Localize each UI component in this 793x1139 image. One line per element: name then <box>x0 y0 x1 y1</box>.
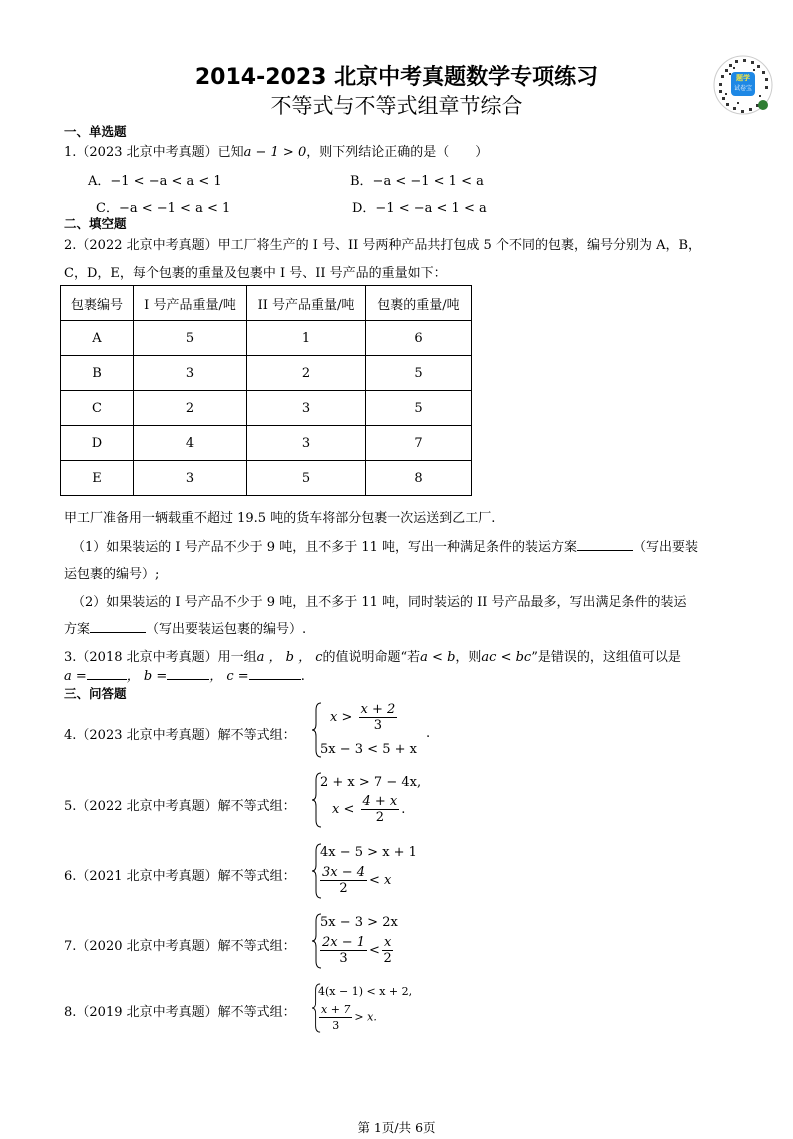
q6-ineq-1: 4x − 5 > x + 1 <box>320 845 417 860</box>
fraction-numerator: 4 + x <box>362 794 398 809</box>
fraction <box>382 935 393 966</box>
fraction <box>319 1002 352 1033</box>
table-row <box>61 391 472 426</box>
q3-c-label: ， c = <box>209 669 249 684</box>
table-cell: 4 <box>134 426 247 461</box>
table-cell: 5 <box>366 391 472 426</box>
q1-stem-text: 1.（2023 北京中考真题）已知 <box>64 145 244 160</box>
table-cell: 3 <box>134 356 247 391</box>
table-cell: 3 <box>247 426 366 461</box>
q5-end: . <box>401 802 406 817</box>
table-row <box>61 461 472 496</box>
q1-option-b[interactable]: B．−a < −1 < 1 < a <box>350 174 484 189</box>
fraction-numerator: x + 7 <box>321 1003 351 1016</box>
q1-option-d[interactable]: D．−1 < −a < 1 < a <box>352 201 487 216</box>
table-cell: 5 <box>247 461 366 496</box>
table-cell: D <box>61 426 134 461</box>
q3-a-label: a = <box>64 669 87 684</box>
q2-part2-line2 <box>64 618 306 637</box>
table-row <box>61 356 472 391</box>
q5-ineq-1: 2 + x > 7 − 4x, <box>320 775 422 790</box>
fraction-denominator: 3 <box>339 951 348 966</box>
table-row <box>61 426 472 461</box>
q3-prop1: a < b <box>420 650 456 665</box>
q5-ineq-2 <box>332 794 405 825</box>
question-3-stem <box>64 646 681 665</box>
q5-system <box>312 772 432 830</box>
table-cell: 2 <box>247 356 366 391</box>
q2-part2-text-end: （写出要装运包裹的编号）. <box>146 622 307 637</box>
table-header: II 号产品重量/吨 <box>247 286 366 321</box>
q3-text: ”是错误的，这组值可以是 <box>531 650 681 665</box>
q5-label: 5.（2022 北京中考真题）解不等式组： <box>64 799 296 814</box>
answer-blank-b[interactable] <box>167 667 209 680</box>
table-cell: 6 <box>366 321 472 356</box>
q8-ineq-2 <box>317 1002 377 1033</box>
q4-ineq-1 <box>330 702 399 733</box>
package-table <box>60 285 472 496</box>
table-cell: C <box>61 391 134 426</box>
q2-part1-text: （1）如果装运的 I 号产品不少于 9 吨，且不多于 11 吨，写出一种满足条件的装运方案 <box>72 540 578 555</box>
q2-intro-line1: 2.（2022 北京中考真题）甲工厂将生产的 I 号、II 号两种产品共打包成 5 个不同的包裹，编号分别为 A，B， <box>64 238 702 253</box>
q2-part1-line2: 运包裹的编号）; <box>64 567 160 582</box>
fraction-denominator: 3 <box>332 1019 340 1032</box>
question-1-stem <box>64 141 488 160</box>
fraction <box>320 935 367 966</box>
q2-part2-text: 方案 <box>64 622 91 637</box>
q6-system <box>312 843 432 901</box>
q4-l1-left: x > <box>330 710 353 725</box>
q4-system <box>312 702 432 760</box>
table-row <box>61 321 472 356</box>
qr-code-badge[interactable] <box>713 55 773 115</box>
q1-stem-end: ，则下列结论正确的是（ ） <box>306 145 489 160</box>
q7-label: 7.（2020 北京中考真题）解不等式组： <box>64 939 296 954</box>
q5-l2-left: x < <box>332 802 355 817</box>
fraction-numerator: 2x − 1 <box>322 935 366 950</box>
q3-text: 3.（2018 北京中考真题）用一组 <box>64 650 257 665</box>
fraction-numerator: 3x − 4 <box>322 865 366 880</box>
q8-l2-right: > x. <box>354 1010 377 1024</box>
answer-blank-q2-2[interactable] <box>90 620 146 633</box>
table-cell: 7 <box>366 426 472 461</box>
fraction-denominator: 2 <box>375 810 385 825</box>
table-cell: 3 <box>247 391 366 426</box>
q2-part1-text-end: （写出要装 <box>633 540 699 555</box>
doc-title: 2014-2023 北京中考真题数学专项练习 <box>194 65 599 90</box>
q3-answer-line <box>64 665 305 684</box>
table-cell: 5 <box>366 356 472 391</box>
table-header: 包裹编号 <box>61 286 134 321</box>
q2-after-table: 甲工厂准备用一辆载重不超过 19.5 吨的货车将部分包裹一次运送到乙工厂. <box>64 511 496 526</box>
q7-ineq-1: 5x − 3 > 2x <box>320 915 398 930</box>
q6-l2-right: < x <box>369 873 392 888</box>
table-cell: 1 <box>247 321 366 356</box>
q3-b-label: ， b = <box>126 669 168 684</box>
table-cell: 8 <box>366 461 472 496</box>
q3-vars: a ， b ， c <box>256 650 323 665</box>
answer-blank-a[interactable] <box>87 667 127 680</box>
q3-text: 的值说明命题“若 <box>322 650 421 665</box>
q8-system <box>312 983 432 1035</box>
table-cell: E <box>61 461 134 496</box>
q4-end: . <box>426 726 431 741</box>
fraction-denominator: 2 <box>339 881 348 896</box>
q1-option-c[interactable]: C．−a < −1 < a < 1 <box>96 201 231 216</box>
q2-intro-line2: C，D，E，每个包裹的重量及包裹中 I 号、II 号产品的重量如下： <box>64 266 447 281</box>
q6-label: 6.（2021 北京中考真题）解不等式组： <box>64 869 296 884</box>
q2-part1-line1 <box>72 536 698 555</box>
answer-blank-q2-1[interactable] <box>577 538 633 551</box>
q8-label: 8.（2019 北京中考真题）解不等式组： <box>64 1005 296 1020</box>
qr-badge-text-bottom: 试卷宝 <box>733 85 752 92</box>
q7-ineq-2 <box>318 935 395 966</box>
q2-part2-line1: （2）如果装运的 I 号产品不少于 9 吨，且不多于 11 吨，同时装运的 II 号产品最多，写出满足条件的装运 <box>72 595 687 610</box>
fraction <box>361 794 400 825</box>
fraction-numerator: x <box>383 935 392 950</box>
table-cell: B <box>61 356 134 391</box>
q1-condition: a − 1 > 0 <box>243 145 307 160</box>
fraction-denominator: 3 <box>373 718 383 733</box>
q4-label: 4.（2023 北京中考真题）解不等式组： <box>64 728 296 743</box>
fraction <box>359 702 398 733</box>
section-single-choice: 一、单选题 <box>64 124 127 139</box>
section-answer-questions: 三、问答题 <box>64 686 127 701</box>
fraction <box>320 865 367 896</box>
q3-prop2: ac < bc <box>481 650 532 665</box>
q6-ineq-2 <box>318 865 391 896</box>
answer-blank-c[interactable] <box>249 667 301 680</box>
q3-end: . <box>300 669 305 684</box>
q7-system <box>312 913 432 971</box>
table-cell: 3 <box>134 461 247 496</box>
q8-ineq-1: 4(x − 1) < x + 2, <box>318 985 413 998</box>
table-cell: A <box>61 321 134 356</box>
page-number: 第 1页/共 6页 <box>357 1120 436 1135</box>
q3-text: ，则 <box>455 650 482 665</box>
fraction-numerator: x + 2 <box>360 702 396 717</box>
fraction-denominator: 2 <box>383 951 392 966</box>
section-fill-blank: 二、填空题 <box>64 216 127 231</box>
table-cell: 2 <box>134 391 247 426</box>
q4-ineq-2: 5x − 3 < 5 + x <box>320 742 417 757</box>
doc-subtitle: 不等式与不等式组章节综合 <box>270 94 523 118</box>
table-header: I 号产品重量/吨 <box>134 286 247 321</box>
q7-l2-mid: < <box>369 943 380 958</box>
table-header: 包裹的重量/吨 <box>366 286 472 321</box>
table-cell: 5 <box>134 321 247 356</box>
qr-badge-text-top: 题学 <box>736 74 750 82</box>
q1-option-a[interactable]: A．−1 < −a < a < 1 <box>88 174 222 189</box>
table-header-row <box>61 286 472 321</box>
